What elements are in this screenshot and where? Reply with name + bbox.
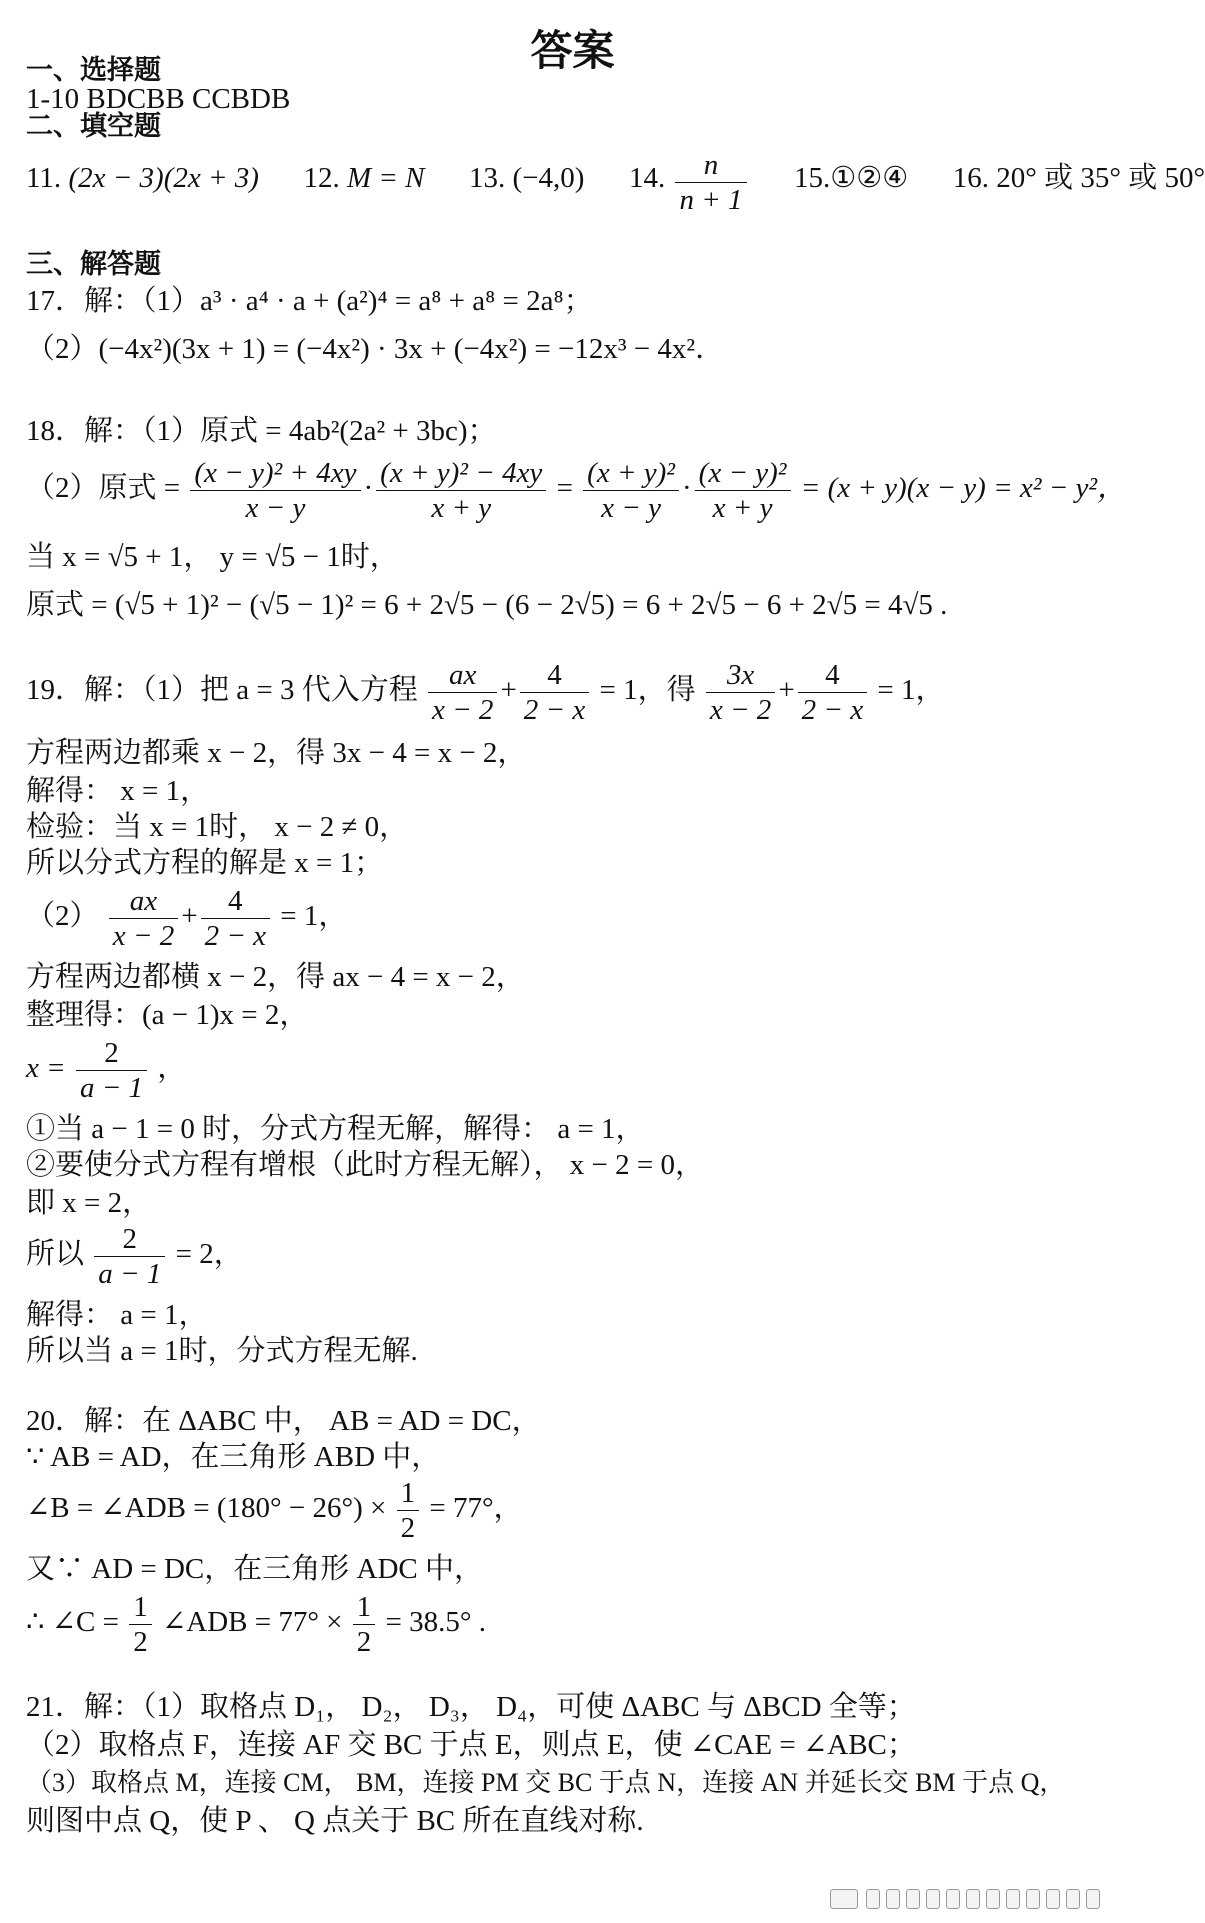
p20-l5-post: = 38.5° . [385,1606,486,1639]
p17-line2: （2）(−4x²)(3x + 1) = (−4x²) · 3x + (−4x²) = −12x³ − 4x²． [26,333,725,365]
p19-fraction-1 [428,658,497,727]
p20-fraction-3 [353,1590,376,1659]
p19-line13 [26,1222,243,1291]
p20-fraction-2 [129,1590,152,1659]
p19-plus-2: + [778,674,795,707]
p20-line1: 20．解：在 ΔABC 中， AB = AD = DC， [26,1405,541,1437]
choice-answers: 1-10 BDCBB CCBDB [26,83,291,115]
q13-number: 13. [469,162,506,194]
fill-answers-row [26,148,1205,217]
p18-equals: = [556,472,573,505]
section-choice-heading: 一、选择题 [26,55,161,86]
p21-line1: 21．解：（1）取格点 D₁， D₂， D₃， D₄，可使 ΔABC 与 ΔBCD 全等； [26,1691,916,1723]
p19-l13-post: = 2， [175,1238,243,1271]
p18-f3-den: x − y [601,492,661,524]
p19-line1 [26,658,944,727]
p19-f4-num: 4 [798,658,867,693]
p19-f6-num: 4 [201,884,270,919]
indicator-segment [1086,1889,1100,1909]
q11-number: 11. [26,162,62,194]
indicator-segment [1026,1889,1040,1909]
indicator-segment [830,1889,858,1909]
p18-line3: 当 x = √5 + 1， y = √5 − 1时， [26,541,399,573]
p19-f7-den: a − 1 [79,1072,144,1104]
p19-fraction-3 [706,658,775,727]
p19-f2-den: 2 − x [523,694,586,726]
p19-f3-den: x − 2 [709,694,772,726]
p19-line3: 解得： x = 1， [26,775,210,807]
p19-plus-3: + [181,900,198,933]
q12-answer: M = N [346,162,425,194]
p19-l9-prefix: x = [26,1052,66,1085]
p20-line4: 又∵ AD = DC，在三角形 ADC 中， [26,1553,484,1585]
bottom-scroll-indicator [830,1885,1130,1911]
p21-line3: （3）取格点 M，连接 CM， BM，连接 PM 交 BC 于点 N，连接 AN 并延长交 BM 于点 Q， [26,1768,1066,1797]
p19-l1-mid: = 1，得 [599,674,696,707]
p19-fraction-5 [109,884,178,953]
p20-l5-mid: ∠ADB = 77° × [161,1606,343,1639]
p19-line5: 所以分式方程的解是 x = 1； [26,847,384,879]
q14-fraction [675,148,746,217]
p17-line1: 17．解：（1）a³ · a⁴ · a + (a²)⁴ = a⁸ + a⁸ = 2a⁸； [26,285,593,317]
indicator-segment [1006,1889,1020,1909]
p19-plus-1: + [500,674,517,707]
p18-f4-num: (x − y)² [695,456,791,491]
p19-f1-num: ax [428,658,497,693]
q12-number: 12. [303,162,340,194]
p19-f3-num: 3x [706,658,775,693]
p19-l1-post: = 1， [877,674,945,707]
indicator-segment [966,1889,980,1909]
p20-f3-num: 1 [353,1590,376,1625]
p19-f4-den: 2 − x [801,694,864,726]
p19-line10: ①当 a − 1 = 0 时，分式方程无解，解得： a = 1， [26,1113,645,1145]
p18-line1: 18．解：（1）原式 = 4ab²(2a² + 3bc)； [26,415,497,447]
indicator-segment [946,1889,960,1909]
p19-f7-num: 2 [76,1036,147,1071]
p19-fraction-6 [201,884,270,953]
p19-line6 [26,884,347,953]
p20-f1-num: 1 [397,1476,420,1511]
p20-f2-num: 1 [129,1590,152,1625]
q14-numerator: n [675,148,746,183]
indicator-segment [906,1889,920,1909]
p18-fraction-3 [583,456,679,525]
q16-answer: 16. 20° 或 35° 或 50° [952,162,1205,194]
p18-f4-den: x + y [712,492,773,524]
indicator-segment [1066,1889,1080,1909]
q14-number: 14. [628,162,666,194]
indicator-segment [926,1889,940,1909]
p20-f1-den: 2 [400,1512,416,1544]
p20-l3-prefix: ∠B = ∠ADB = (180° − 26°) × [26,1492,387,1525]
p19-f6-den: 2 − x [204,920,267,952]
p19-fraction-4 [798,658,867,727]
p19-line8: 整理得：(a − 1)x = 2， [26,999,309,1031]
section-solution-heading: 三、解答题 [26,249,161,280]
p18-f2-num: (x + y)² − 4xy [376,456,546,491]
p18-f1-den: x − y [245,492,306,524]
p19-line14: 解得： a = 1， [26,1299,208,1331]
p18-l2-prefix: （2）原式 = [26,472,181,505]
p18-fraction-1 [190,456,360,525]
p19-l6-post: = 1， [280,900,348,933]
q13-answer: (−4,0) [512,162,585,194]
p19-line2: 方程两边都乘 x − 2，得 3x − 4 = x − 2， [26,737,527,769]
p20-line3 [26,1476,523,1545]
p18-l2-result: = (x + y)(x − y) = x² − y²， [800,472,1127,505]
p20-line2: ∵ AB = AD，在三角形 ABD 中， [26,1441,441,1473]
p18-f2-den: x + y [431,492,492,524]
p20-l3-post: = 77°， [429,1492,523,1525]
indicator-segment [886,1889,900,1909]
page-title: 答案 [530,26,615,75]
p19-line7: 方程两边都横 x − 2，得 ax − 4 = x − 2， [26,961,525,993]
p19-line4: 检验：当 x = 1时， x − 2 ≠ 0， [26,811,409,843]
p18-f1-num: (x − y)² + 4xy [190,456,360,491]
p20-f2-den: 2 [133,1626,148,1658]
p19-f2-num: 4 [520,658,589,693]
p19-l1-prefix: 19．解：（1）把 a = 3 代入方程 [26,674,418,707]
p19-line9 [26,1036,186,1105]
p18-fraction-4 [695,456,791,525]
q11-answer: (2x − 3)(2x + 3) [68,162,259,194]
p19-f8-den: a − 1 [98,1258,162,1290]
p19-line15: 所以当 a = 1时，分式方程无解. [26,1335,418,1367]
p19-f5-den: x − 2 [112,920,175,952]
p19-line12: 即 x = 2， [26,1187,152,1219]
p18-f3-num: (x + y)² [583,456,679,491]
p18-line2: （2）原式 = $\frac{\text{(x − y)² + 4xy}}{x - y}$ · $\frac{\text{(x + y)² − 4xy}}{x + y}$ = $\frac{\text{(x + y)²}}{x - y}$ · $\frac{\text{(x − y)²}}{x + y}$ = (x + y)(x − y) = x² − y²， [26,457,1127,524]
p20-fraction-1 [397,1476,420,1545]
p19-fraction-8 [94,1222,165,1291]
indicator-segment [986,1889,1000,1909]
p19-f1-den: x − 2 [431,694,494,726]
p19-l13-prefix: 所以 [26,1238,85,1271]
p20-f3-den: 2 [356,1626,372,1658]
indicator-segment [1046,1889,1060,1909]
p19-fraction-7 [76,1036,147,1105]
indicator-segment [866,1889,880,1909]
p21-line2: （2）取格点 F，连接 AF 交 BC 于点 E，则点 E，使 ∠CAE = ∠ABC； [26,1729,916,1761]
p19-line11: ②要使分式方程有增根（此时方程无解）， x − 2 = 0， [26,1149,704,1181]
q15-answer: 15.①②④ [794,162,909,194]
p19-l9-post: ， [157,1052,187,1085]
p19-f5-num: ax [109,884,178,919]
p20-line5 [26,1590,486,1659]
p18-line4: 原式 = (√5 + 1)² − (√5 − 1)² = 6 + 2√5 − (6 − 2√5) = 6 + 2√5 − 6 + 2√5 = 4√5 . [26,589,948,621]
p19-fraction-2 [520,658,589,727]
section-fill-heading: 二、填空题 [26,111,161,142]
p19-f8-num: 2 [94,1222,165,1257]
p19-l6-prefix: （2） [26,900,99,933]
p20-l5-prefix: ∴ ∠C = [26,1606,119,1639]
p21-line4: 则图中点 Q，使 P 、 Q 点关于 BC 所在直线对称. [26,1805,644,1837]
q14-denominator: n + 1 [679,184,743,216]
p18-fraction-2 [376,456,546,525]
